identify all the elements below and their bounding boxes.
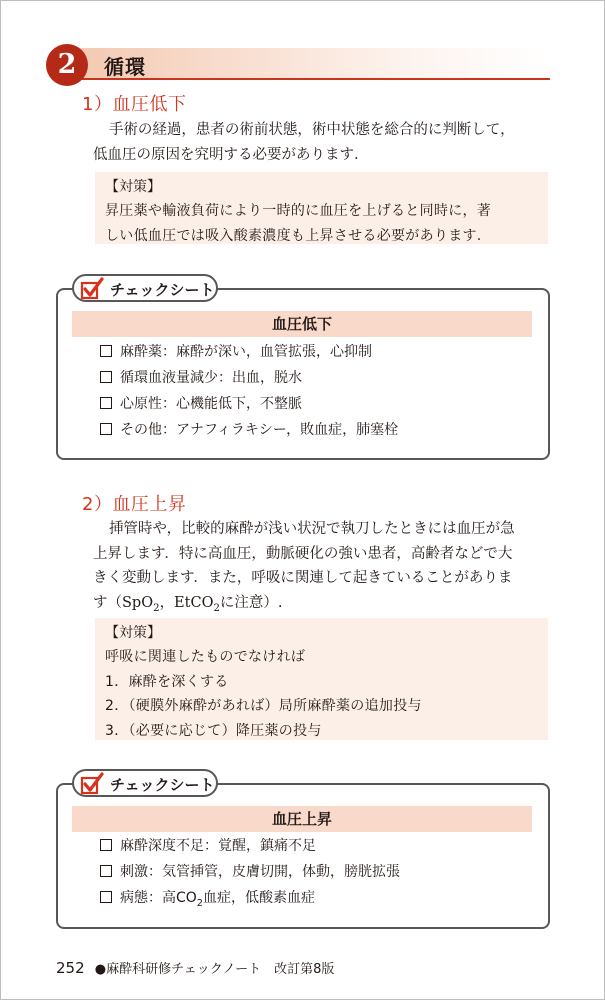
checklist-item-label: その他：アナフィラキシー，敗血症，肺塞栓 — [120, 422, 399, 438]
subheading-hypertension: 2）血圧上昇 — [82, 494, 187, 515]
checklist-item-label: 麻酔薬：麻酔が深い，血管拡張，心抑制 — [120, 344, 372, 360]
checkbox-icon[interactable] — [100, 865, 112, 877]
countermeasure-box-hypertension — [95, 618, 548, 740]
book-title: ●麻酔科研修チェックノート 改訂第8版 — [94, 962, 335, 977]
checksheet-tab — [72, 769, 218, 797]
checkbox-icon[interactable] — [100, 839, 112, 851]
page-number: 252 — [56, 959, 85, 977]
checklist-item-label: 麻酔深度不足：覚醒，鎮痛不足 — [120, 838, 316, 854]
checklist-item[interactable] — [100, 342, 372, 362]
paragraph-line: 低血圧の原因を究明する必要があります. — [93, 146, 359, 163]
page-footer — [56, 958, 334, 977]
countermeasure-line: 昇圧薬や輸液負荷により一時的に血圧を上げると同時に，著 — [105, 203, 492, 219]
checksheet-title: 血圧上昇 — [72, 806, 532, 832]
checklist-item[interactable] — [100, 420, 398, 440]
checklist-item[interactable] — [100, 836, 316, 856]
checklist-item[interactable] — [100, 862, 400, 882]
section-title: 循環 — [104, 55, 146, 79]
subscript: 2 — [213, 602, 220, 614]
checklist-item-label: 刺激：気管挿管，皮膚切開，体動，膀胱拡張 — [120, 864, 400, 880]
paragraph-line: 手術の経過，患者の術前状態，術中状態を総合的に判断して， — [108, 122, 515, 138]
section-number-badge: 2 — [46, 44, 88, 86]
checklist-item-label: 心原性：心機能低下，不整脈 — [120, 396, 302, 412]
checkmark-icon — [80, 277, 104, 301]
paragraph-text: に注意）. — [219, 594, 283, 611]
checklist-item-label: 循環血液量減少：出血，脱水 — [120, 370, 302, 386]
checkbox-icon[interactable] — [100, 345, 112, 357]
checksheet-tab — [72, 274, 218, 302]
checkmark-icon — [80, 772, 104, 796]
subheading-hypotension: 1）血圧低下 — [82, 94, 187, 115]
checksheet-title: 血圧低下 — [72, 311, 532, 337]
countermeasure-label: 【対策】 — [105, 625, 161, 641]
countermeasure-line: 2．（硬膜外麻酔があれば）局所麻酔薬の追加投与 — [105, 698, 422, 714]
countermeasure-line: 3．（必要に応じて）降圧薬の投与 — [105, 722, 322, 739]
subscript: 2 — [153, 602, 160, 614]
paragraph-text: ，EtCO — [159, 594, 214, 611]
paragraph-line: きく変動します．また，呼吸に関連して起きていることがありま — [93, 570, 513, 586]
checklist-item[interactable] — [100, 368, 302, 388]
checkbox-icon[interactable] — [100, 371, 112, 383]
checklist-item[interactable] — [100, 394, 302, 414]
subscript: 2 — [196, 897, 204, 909]
countermeasure-label: 【対策】 — [105, 179, 161, 195]
countermeasure-line: 呼吸に関連したものでなければ — [105, 649, 306, 665]
paragraph-hypotension — [93, 118, 549, 167]
checksheet-tab-label: チェックシート — [110, 776, 215, 794]
paragraph-line — [93, 591, 549, 621]
checkbox-icon[interactable] — [100, 423, 112, 435]
checklist-text: 病態：高CO — [120, 890, 197, 906]
checksheet-tab-label: チェックシート — [110, 281, 215, 299]
countermeasure-box-hypotension — [95, 172, 548, 244]
checkbox-icon[interactable] — [100, 397, 112, 409]
section-header — [46, 44, 550, 82]
paragraph-line: 上昇します．特に高血圧，動脈硬化の強い患者，高齢者などで大 — [93, 545, 513, 562]
paragraph-hypertension — [93, 517, 549, 621]
checklist-text: 血症，低酸素血症 — [203, 890, 316, 906]
checklist-item-label — [120, 890, 316, 909]
paragraph-line: 挿管時や，比較的麻酔が浅い状況で執刀したときには血圧が急 — [108, 521, 515, 537]
countermeasure-line: しい低血圧では吸入酸素濃度も上昇させる必要があります. — [105, 227, 482, 244]
checklist-item[interactable] — [100, 888, 315, 914]
checkbox-icon[interactable] — [100, 891, 112, 903]
paragraph-text: す（SpO — [93, 594, 154, 611]
countermeasure-line: 1．麻酔を深くする — [105, 673, 229, 690]
